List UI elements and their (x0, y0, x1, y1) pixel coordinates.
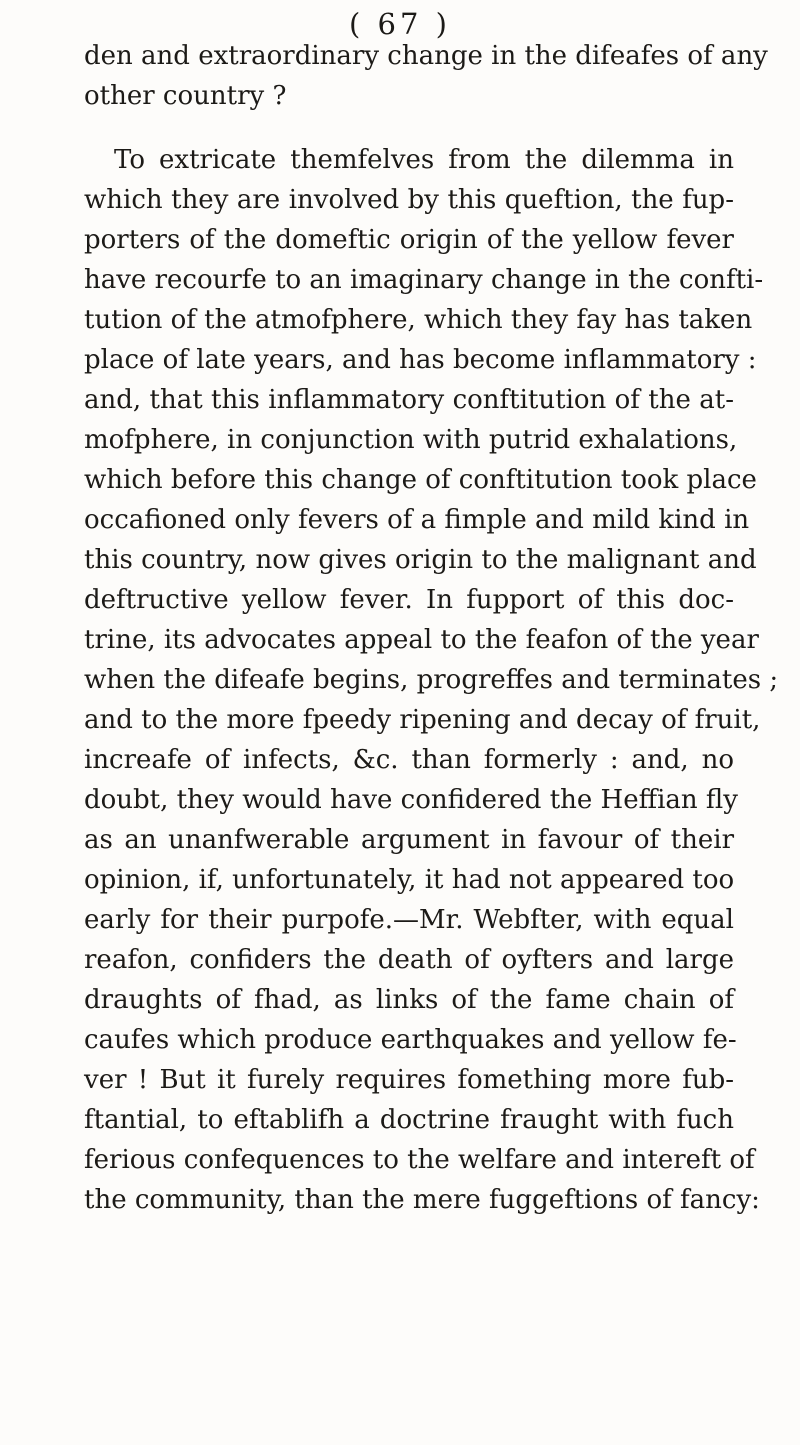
paragraph-gap (84, 116, 734, 140)
text-line: and, that this inflammatory conftitution of the at- (84, 385, 734, 415)
text-line: ftantial, to eftablifh a doctrine fraught with fuch (84, 1105, 734, 1135)
text-line: when the difeafe begins, progreffes and terminates ; (84, 665, 779, 695)
text-line: early for their purpofe.—Mr. Webfter, with equal (84, 905, 734, 935)
text-line: ver ! But it furely requires fomething more fub- (84, 1065, 734, 1095)
text-line: occafioned only fevers of a fimple and mild kind in (84, 505, 750, 535)
text-line: as an unanfwerable argument in favour of their (84, 825, 734, 855)
text-line: other country ? (84, 81, 287, 111)
text-line: porters of the domeftic origin of the yellow fever (84, 225, 734, 255)
body-text (84, 36, 779, 1220)
text-line: which before this change of conftitution took place (84, 465, 757, 495)
text-line: To extricate themfelves from the dilemma in (114, 145, 734, 175)
text-line: mofphere, in conjunction with putrid exhalations, (84, 425, 738, 455)
text-line: draughts of fhad, as links of the fame chain of (84, 985, 734, 1015)
text-line: tution of the atmofphere, which they fay has taken (84, 305, 753, 335)
text-line: deftructive yellow fever. In fupport of this doc- (84, 585, 734, 615)
text-line: opinion, if, unfortunately, it had not appeared too (84, 865, 735, 895)
text-line: have recourfe to an imaginary change in the confti- (84, 265, 764, 295)
page-number: ( 67 ) (349, 7, 451, 41)
text-line: doubt, they would have confidered the Heffian fly (84, 785, 738, 815)
text-line: which they are involved by this queftion, the fup- (84, 185, 734, 215)
paragraph (84, 36, 768, 116)
text-line: ferious confequences to the welfare and intereft of (84, 1145, 755, 1175)
text-line: and to the more fpeedy ripening and decay of fruit, (84, 705, 761, 735)
text-line: trine, its advocates appeal to the feafon of the year (84, 625, 759, 655)
text-line: this country, now gives origin to the malignant and (84, 545, 757, 575)
text-line: place of late years, and has become inflammatory : (84, 345, 757, 375)
paragraph (84, 140, 779, 1220)
text-line: reafon, confiders the death of oyfters and large (84, 945, 734, 975)
text-line: den and extraordinary change in the difeafes of any (84, 41, 768, 71)
text-line: caufes which produce earthquakes and yellow fe- (84, 1025, 737, 1055)
text-line: the community, than the mere fuggeftions of fancy: (84, 1185, 760, 1215)
text-line: increafe of infects, &c. than formerly : and, no (84, 745, 734, 775)
